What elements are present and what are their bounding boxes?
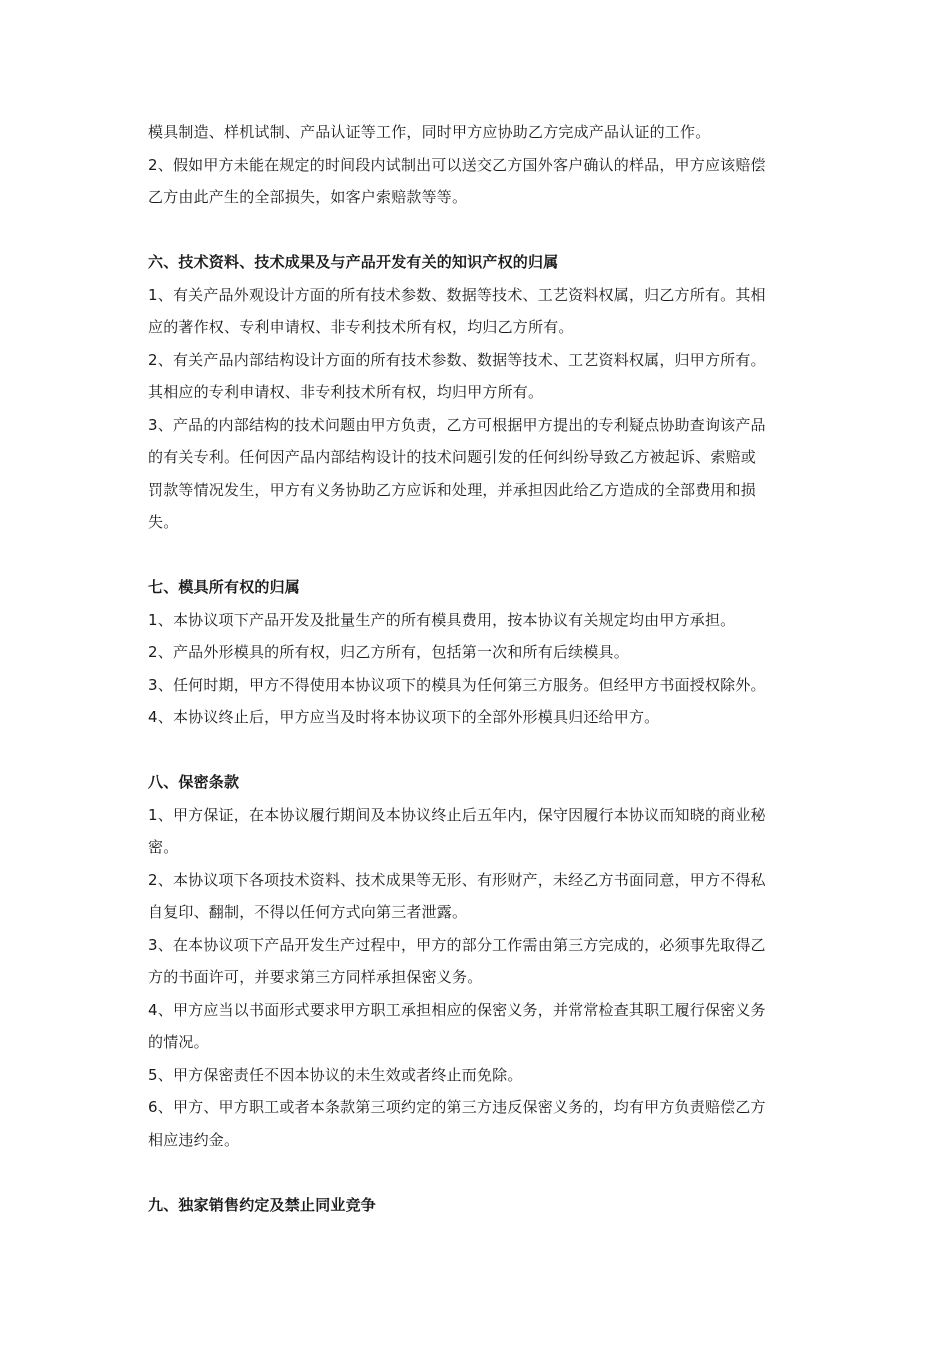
section-mold-ownership — [148, 571, 808, 734]
paragraph-line: 4、甲方应当以书面形式要求甲方职工承担相应的保密义务，并常常检查其职工履行保密义务 — [148, 1000, 766, 1019]
paragraph-line: 罚款等情况发生，甲方有义务协助乙方应诉和处理，并承担因此给乙方造成的全部费用和损 — [148, 480, 757, 499]
paragraph-line: 4、本协议终止后，甲方应当及时将本协议项下的全部外形模具归还给甲方。 — [148, 708, 660, 726]
document-page — [148, 116, 808, 1221]
paragraph-line: 1、本协议项下产品开发及批量生产的所有模具费用，按本协议有关规定均由甲方承担。 — [148, 610, 736, 629]
paragraph-line: 乙方由此产生的全部损失，如客户索赔款等等。 — [148, 188, 468, 206]
paragraph-line: 3、产品的内部结构的技术问题由甲方负责，乙方可根据甲方提出的专利疑点协助查询该产品 — [148, 415, 766, 434]
section-spacer — [148, 214, 808, 247]
paragraph-line: 2、产品外形模具的所有权，归乙方所有，包括第一次和所有后续模具。 — [148, 643, 629, 661]
paragraph-line: 1、甲方保证，在本协议履行期间及本协议终止后五年内，保守因履行本协议而知晓的商业秘 — [148, 805, 766, 824]
paragraph-line: 模具制造、样机试制、产品认证等工作，同时甲方应协助乙方完成产品认证的工作。 — [148, 123, 711, 141]
paragraph-line: 其相应的专利申请权、非专利技术所有权，均归甲方所有。 — [148, 383, 544, 401]
paragraph-line: 2、有关产品内部结构设计方面的所有技术参数、数据等技术、工艺资料权属，归甲方所有。 — [148, 350, 766, 369]
paragraph-line: 失。 — [148, 513, 179, 531]
paragraph-line: 1、有关产品外观设计方面的所有技术参数、数据等技术、工艺资料权属，归乙方所有。其相 — [148, 285, 766, 304]
paragraph-line: 3、任何时期，甲方不得使用本协议项下的模具为任何第三方服务。但经甲方书面授权除外。 — [148, 675, 766, 694]
paragraph-line: 方的书面许可，并要求第三方同样承担保密义务。 — [148, 968, 483, 986]
paragraph-line: 密。 — [148, 838, 179, 856]
section-heading: 七、模具所有权的归属 — [148, 578, 301, 596]
paragraph-line: 2、本协议项下各项技术资料、技术成果等无形、有形财产，未经乙方书面同意，甲方不得私 — [148, 870, 766, 889]
paragraph-line: 的有关专利。任何因产品内部结构设计的技术问题引发的任何纠纷导致乙方被起诉、索赔或 — [148, 448, 757, 466]
paragraph-line: 自复印、翻制，不得以任何方式向第三者泄露。 — [148, 903, 468, 921]
paragraph-line: 应的著作权、专利申请权、非专利技术所有权，均归乙方所有。 — [148, 318, 574, 336]
section-spacer — [148, 539, 808, 572]
paragraph-line: 3、在本协议项下产品开发生产过程中，甲方的部分工作需由第三方完成的，必须事先取得乙 — [148, 935, 766, 954]
section-continuation — [148, 116, 808, 214]
section-heading: 六、技术资料、技术成果及与产品开发有关的知识产权的归属 — [148, 253, 559, 271]
section-spacer — [148, 734, 808, 767]
section-exclusive-sales — [148, 1189, 808, 1222]
paragraph-line: 2、假如甲方未能在规定的时间段内试制出可以送交乙方国外客户确认的样品，甲方应该赔偿 — [148, 155, 766, 174]
section-spacer — [148, 1156, 808, 1189]
paragraph-line: 的情况。 — [148, 1033, 209, 1051]
section-heading: 八、保密条款 — [148, 773, 240, 791]
paragraph-line: 6、甲方、甲方职工或者本条款第三项约定的第三方违反保密义务的，均有甲方负责赔偿乙方 — [148, 1098, 766, 1116]
section-ip-ownership — [148, 246, 808, 539]
paragraph-line: 相应违约金。 — [148, 1130, 240, 1149]
section-confidentiality — [148, 766, 808, 1156]
paragraph-line: 5、甲方保密责任不因本协议的未生效或者终止而免除。 — [148, 1065, 523, 1084]
section-heading: 九、独家销售约定及禁止同业竞争 — [148, 1195, 377, 1214]
